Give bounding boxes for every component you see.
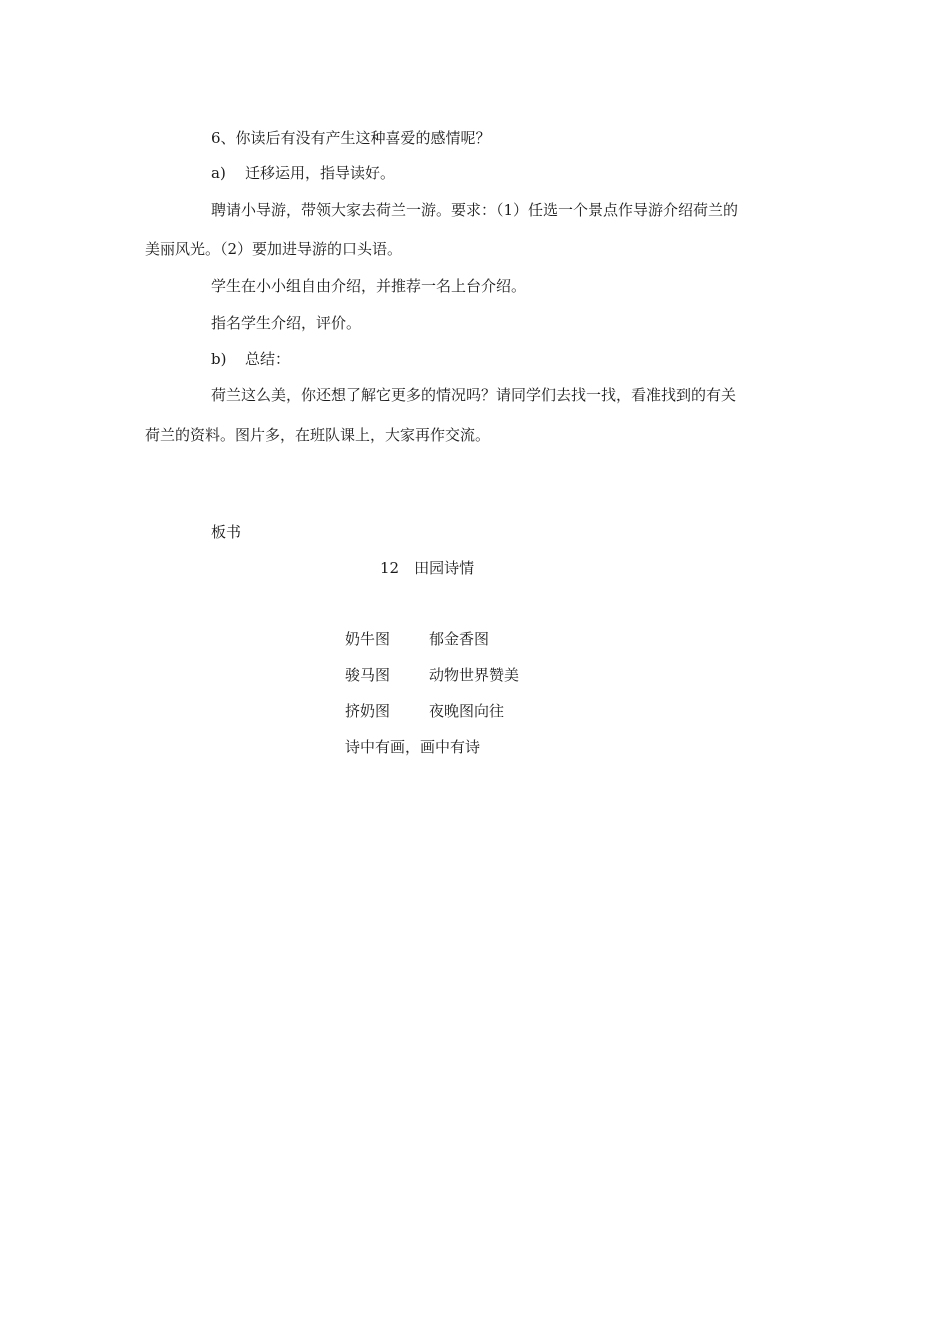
list-item-b [211, 349, 290, 369]
board-row-right-1: 郁金香图 [429, 630, 490, 648]
board-label: 板书 [211, 523, 242, 541]
list-text-a: 迁移运用，指导读好。 [245, 164, 396, 182]
paragraph-guide-line-1: 聘请小导游，带领大家去荷兰一游。要求：（1）任选一个景点作导游介绍荷兰的 [211, 201, 739, 219]
board-row-right-3: 夜晚图向往 [429, 702, 505, 720]
list-text-b: 总结： [245, 350, 291, 368]
paragraph-guide-line-2: 美丽风光。（2）要加进导游的口头语。 [145, 240, 403, 258]
board-row-left-1: 奶牛图 [345, 630, 391, 648]
paragraph-summary-line-2: 荷兰的资料。图片多，在班队课上，大家再作交流。 [145, 426, 491, 444]
board-summary: 诗中有画，画中有诗 [345, 738, 481, 756]
board-row-left-3: 挤奶图 [345, 702, 391, 720]
list-marker-b: b) [211, 350, 227, 368]
paragraph-evaluate: 指名学生介绍，评价。 [211, 314, 362, 332]
list-item-a [211, 163, 395, 183]
board-row-right-2: 动物世界赞美 [429, 666, 520, 684]
paragraph-group-intro: 学生在小小组自由介绍，并推荐一名上台介绍。 [211, 277, 527, 295]
list-marker-a: a) [211, 164, 226, 182]
board-row-left-2: 骏马图 [345, 666, 391, 684]
question-6: 6、你读后有没有产生这种喜爱的感情呢？ [211, 129, 491, 147]
paragraph-summary-line-1: 荷兰这么美，你还想了解它更多的情况吗？请同学们去找一找，看准找到的有关 [211, 386, 737, 404]
lesson-title: 12 田园诗情 [380, 559, 475, 577]
